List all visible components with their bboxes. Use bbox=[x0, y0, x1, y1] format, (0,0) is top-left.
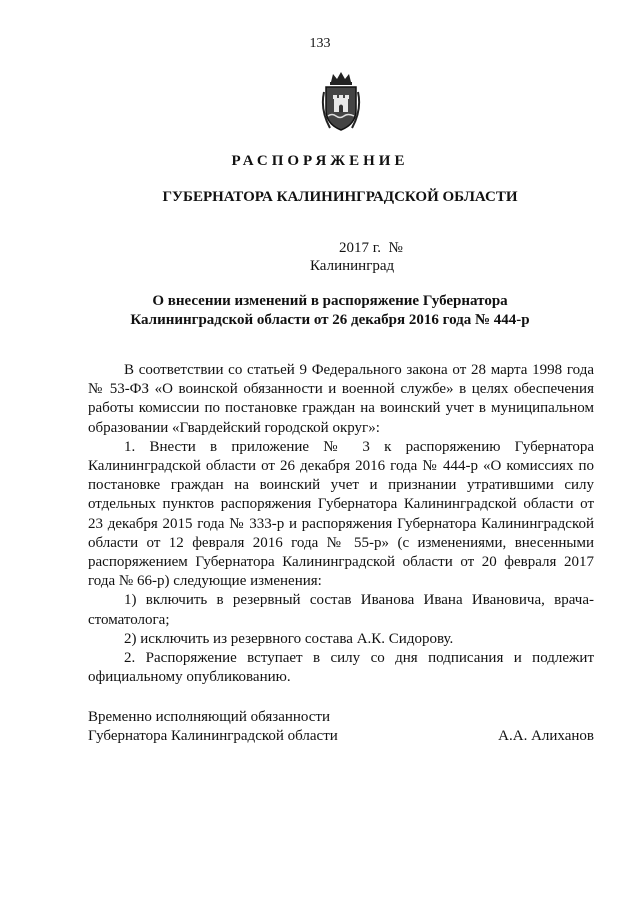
document-type-heading: РАСПОРЯЖЕНИЕ bbox=[231, 153, 409, 169]
clause-2-paragraph: 2. Распоряжение вступает в силу со дня подписания и подлежит официальному опубликованию. bbox=[88, 650, 594, 686]
subject-line-2: Калининградской области от 26 декабря 2016 года № 444-р bbox=[130, 312, 530, 328]
signature-block bbox=[88, 708, 594, 746]
subclause-2-paragraph: 2) исключить из резервного состава А.К. Сидорову. bbox=[124, 630, 454, 647]
preamble-paragraph: В соответствии со статьей 9 Федерального закона от 28 марта 1998 года № 53-ФЗ «О воинской обязанности и военной службе» в целях обеспечения работы комиссии по постановке граждан на воинский учет в муниципальном образовании «Гвардейский городской округ»: bbox=[88, 362, 594, 436]
city-line: Калининград bbox=[310, 258, 395, 274]
signatory-position-line-1: Временно исполняющий обязанности bbox=[88, 709, 331, 725]
date-number-line: 2017 г. № bbox=[339, 240, 403, 256]
signature-row bbox=[88, 727, 594, 746]
subject-line-1: О внесении изменений в распоряжение Губернатора bbox=[152, 293, 508, 309]
subclause-1-paragraph: 1) включить в резервный состав Иванова Ивана Ивановича, врача-стоматолога; bbox=[88, 592, 594, 628]
issuer-heading: ГУБЕРНАТОРА КАЛИНИНГРАДСКОЙ ОБЛАСТИ bbox=[162, 189, 518, 205]
page-number: 133 bbox=[309, 36, 331, 51]
body-text bbox=[88, 361, 594, 687]
signatory-name: А.А. Алиханов bbox=[498, 728, 594, 744]
coat-of-arms-icon bbox=[318, 70, 364, 134]
clause-1-paragraph: 1. Внести в приложение № 3 к распоряжению Губернатора Калининградской области от 26 декабря 2016 года № 444-р «О комиссиях по постановке граждан на воинский учет и признании утратившими силу отдельных пунктов распоряжения Губернатора Калининградской области от 23 декабря 2015 года № 333-р и распоряжения Губернатора Калининградской области от 12 февраля 2016 года № 55-р» (с изменениями, внесенными распоряжением Губернатора Калининградской области от 20 февраля 2017 года № 66-р) следующие изменения: bbox=[88, 438, 594, 590]
signatory-position-line-2: Губернатора Калининградской области bbox=[88, 728, 338, 744]
subject-title bbox=[100, 292, 560, 330]
